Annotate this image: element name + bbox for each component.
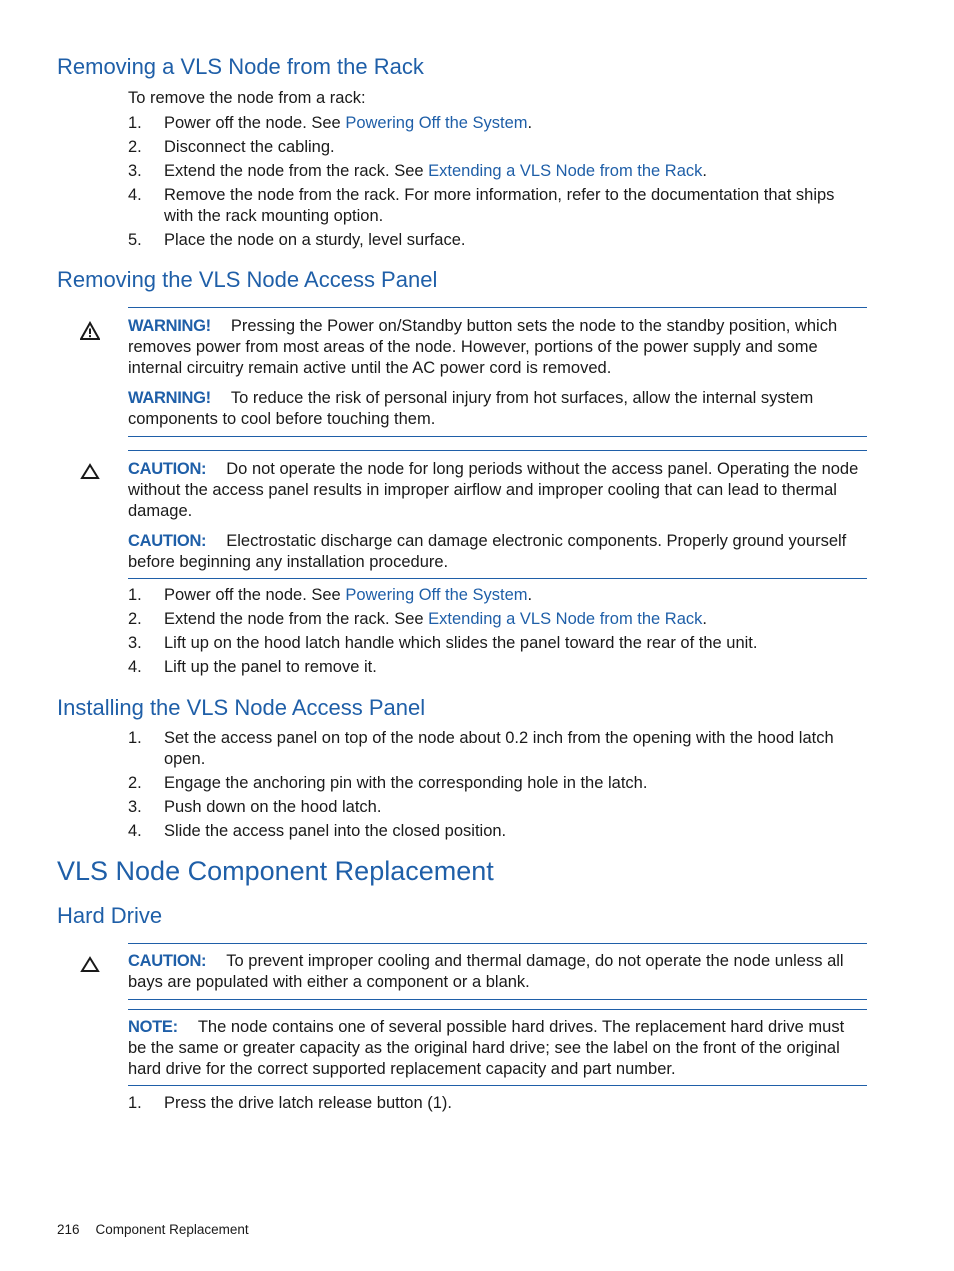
section-title-install-access-panel: Installing the VLS Node Access Panel: [57, 695, 426, 720]
list-item: [128, 230, 868, 251]
step-number: 2.: [128, 610, 142, 628]
caution-triangle-icon: [80, 461, 100, 481]
warning-paragraph: [128, 388, 867, 430]
step-number: 4.: [128, 186, 142, 204]
list-item: [128, 137, 868, 158]
caution-paragraph: [128, 951, 867, 993]
list-item: [128, 1093, 868, 1114]
list-item: [128, 657, 868, 678]
step-text-end: .: [527, 586, 533, 604]
step-number: 4.: [128, 658, 142, 676]
list-item: [128, 821, 868, 842]
page-number: 216: [57, 1222, 80, 1237]
footer-section-name: Component Replacement: [95, 1222, 249, 1237]
steps-hard-drive: [128, 1093, 868, 1117]
step-text: Power off the node. See: [164, 114, 346, 132]
caution-box: [128, 450, 867, 579]
chapter-title-component-replacement: VLS Node Component Replacement: [57, 856, 494, 886]
cross-reference-link[interactable]: Powering Off the System: [345, 586, 528, 604]
caution-text: Do not operate the node for long periods without the access panel. Operating the node without the access panel results in improper airflow and improper cooling that can lead to thermal damage.: [128, 460, 859, 520]
note-paragraph: [128, 1017, 867, 1080]
list-item: [128, 161, 868, 182]
step-text: Disconnect the cabling.: [164, 138, 335, 156]
caution-paragraph: [128, 459, 867, 522]
step-text: Power off the node. See: [164, 586, 346, 604]
step-text: Remove the node from the rack. For more information, refer to the documentation that ships with the rack mounting option.: [164, 186, 835, 225]
step-text-end: .: [702, 610, 707, 628]
step-number: 1.: [128, 1094, 142, 1112]
step-text: Push down on the hood latch.: [164, 798, 382, 816]
step-text: Lift up on the hood latch handle which slides the panel toward the rear of the unit.: [164, 634, 758, 652]
cross-reference-link[interactable]: Extending a VLS Node from the Rack: [428, 610, 703, 628]
list-item: [128, 773, 868, 794]
cross-reference-link[interactable]: Extending a VLS Node from the Rack: [428, 162, 703, 180]
list-item: [128, 797, 868, 818]
section-title-hard-drive: Hard Drive: [57, 903, 163, 928]
step-text: Engage the anchoring pin with the corresponding hole in the latch.: [164, 774, 648, 792]
steps-install-access-panel: [128, 728, 868, 845]
warning-triangle-icon: [80, 321, 100, 341]
step-number: 1.: [128, 114, 142, 132]
warning-text: Pressing the Power on/Standby button sets the node to the standby position, which removes power from most areas of the node. However, portions of the power supply and some internal circuitry remain active until the AC power cord is removed.: [128, 317, 838, 377]
step-text: Lift up the panel to remove it.: [164, 658, 377, 676]
step-number: 3.: [128, 162, 142, 180]
list-item: [128, 585, 868, 606]
step-text-end: .: [527, 114, 533, 132]
list-item: [128, 609, 868, 630]
list-item: [128, 728, 868, 770]
caution-box-hard-drive: [128, 943, 867, 1000]
step-number: 3.: [128, 798, 142, 816]
step-text-end: .: [702, 162, 707, 180]
step-number: 2.: [128, 138, 142, 156]
note-text: The node contains one of several possible hard drives. The replacement hard drive must be the same or greater capacity as the original hard drive; see the label on the front of the original hard drive for the correct supported replacement capacity and part number.: [128, 1018, 845, 1078]
section-title-remove-from-rack: Removing a VLS Node from the Rack: [57, 54, 424, 79]
caution-label: CAUTION:: [128, 532, 207, 550]
step-text: Set the access panel on top of the node about 0.2 inch from the opening with the hood latch open.: [164, 729, 834, 768]
steps-remove-access-panel: [128, 585, 868, 681]
cross-reference-link[interactable]: Powering Off the System: [345, 114, 528, 132]
step-number: 2.: [128, 774, 142, 792]
step-number: 5.: [128, 231, 142, 249]
step-number: 4.: [128, 822, 142, 840]
step-number: 1.: [128, 586, 142, 604]
caution-label: CAUTION:: [128, 460, 207, 478]
step-number: 1.: [128, 729, 142, 747]
step-text: Place the node on a sturdy, level surface.: [164, 231, 466, 249]
caution-text: Electrostatic discharge can damage electronic components. Properly ground yourself before beginning any installation procedure.: [128, 532, 847, 571]
step-text: Press the drive latch release button (1).: [164, 1094, 452, 1112]
list-item: [128, 185, 868, 227]
step-text: Extend the node from the rack. See: [164, 610, 429, 628]
page-footer: [57, 1222, 249, 1237]
caution-text: To prevent improper cooling and thermal damage, do not operate the node unless all bays are populated with either a component or a blank.: [128, 952, 844, 991]
caution-paragraph: [128, 531, 867, 573]
step-text: Extend the node from the rack. See: [164, 162, 429, 180]
step-text: Slide the access panel into the closed position.: [164, 822, 507, 840]
note-label: NOTE:: [128, 1018, 178, 1036]
section-title-remove-access-panel: Removing the VLS Node Access Panel: [57, 267, 438, 292]
warning-label: WARNING!: [128, 389, 211, 407]
caution-triangle-icon: [80, 954, 100, 974]
list-item: [128, 633, 868, 654]
intro-text: To remove the node from a rack:: [128, 89, 366, 107]
warning-paragraph: [128, 316, 867, 379]
warning-text: To reduce the risk of personal injury from hot surfaces, allow the internal system components to cool before touching them.: [128, 389, 814, 428]
note-box: [128, 1009, 867, 1086]
caution-label: CAUTION:: [128, 952, 207, 970]
step-number: 3.: [128, 634, 142, 652]
warning-box: [128, 307, 867, 437]
steps-remove-from-rack: [128, 113, 868, 254]
list-item: [128, 113, 868, 134]
warning-label: WARNING!: [128, 317, 211, 335]
